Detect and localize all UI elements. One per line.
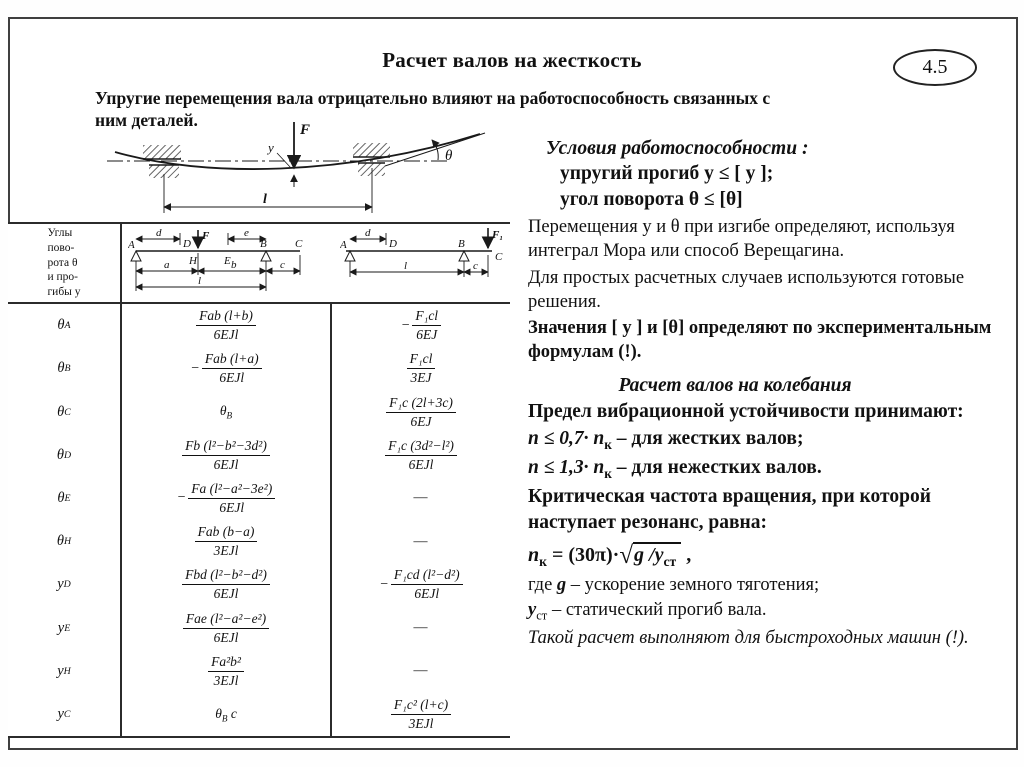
table-row <box>8 563 510 606</box>
span-label: l <box>263 192 267 207</box>
beam1-e: e <box>244 227 249 239</box>
beam1-l: l <box>198 275 202 287</box>
n2-sub: к <box>604 466 612 482</box>
formula-cell: $\frac{\text{F₁c² (l+c)}}{\text{3EJl}}$ <box>332 693 510 736</box>
row-label: y E <box>8 606 122 649</box>
row-label: θ C <box>8 390 122 433</box>
radicand-sub: ст <box>663 553 677 569</box>
final-note: Такой расчет выполняют для быстроходных машин (!). <box>528 627 969 648</box>
formula-eq: = (30π)· <box>546 543 620 566</box>
table-row <box>8 693 510 736</box>
formula-cell: $\frac{\text{Fa²b²}}{\text{3EJl}}$ <box>122 650 332 693</box>
beam2-c: c <box>473 260 478 272</box>
beam1-a: a <box>164 259 170 271</box>
paragraph-ready-solutions: Для простых расчетных случаев используются готовые решения. <box>528 268 965 313</box>
theta-label: θ <box>445 148 453 164</box>
table-row <box>8 650 510 693</box>
intro-paragraph: Упругие перемещения вала отрицательно влияют на работоспособность связанных с ним деталей. <box>95 88 771 130</box>
right-column <box>528 136 1012 650</box>
where-g-lead: где <box>528 574 557 595</box>
formula-cell: $\frac{\text{Fab (b−a)}}{\text{3EJl}}$ <box>122 520 332 563</box>
beam2-l: l <box>404 260 408 272</box>
where-yst-rest: – статический прогиб вала. <box>547 599 767 620</box>
formula-cell: − $\frac{\text{Fab (l+a)}}{\text{6EJl}}$ <box>122 347 332 390</box>
table-row <box>8 477 510 520</box>
beam2-C: C <box>495 251 503 263</box>
deflection-label: y <box>268 140 274 155</box>
formula-cell: $\frac{\text{Fbd (l²−b²−d²)}}{\text{6EJl}}$ <box>122 563 332 606</box>
beam1-F: F <box>202 230 210 242</box>
formula-tail: , <box>681 543 692 566</box>
where-g <box>528 573 1012 597</box>
n1-sub: к <box>604 436 612 452</box>
beam2-F1: F₁ <box>492 229 504 241</box>
formula-cell: — <box>413 490 429 506</box>
slide-number: 4.5 <box>922 56 948 78</box>
table-row <box>8 390 510 433</box>
beam2-d: d <box>365 227 371 239</box>
where-g-var: g <box>556 574 567 595</box>
beam1-C: C <box>295 238 303 250</box>
condition-angle: угол поворота θ ≤ [θ] <box>560 188 743 210</box>
beam1-d: d <box>156 227 162 239</box>
conditions-title: Условия работоспособности : <box>546 138 809 159</box>
sqrt-sign: √ <box>619 541 634 569</box>
beam1-E: E <box>224 255 231 267</box>
where-yst-sub: ст <box>536 608 548 623</box>
formula-cell: − $\frac{\text{F₁cl}}{6EJ}$ <box>332 304 510 347</box>
formula-cell: $\theta_B$ <box>122 390 332 433</box>
n2-lead: n ≤ 1,3· n <box>528 457 605 479</box>
table-row <box>8 347 510 390</box>
condition-deflection: упругий прогиб y ≤ [ y ]; <box>560 163 774 185</box>
beam2-D: D <box>389 238 397 250</box>
table-header-diagrams <box>122 224 510 302</box>
formula-cell: $\frac{\text{F₁c (3d²−l²)}}{\text{6EJl}}$ <box>332 434 510 477</box>
row-label: θ B <box>8 347 122 390</box>
rigid-shaft-condition <box>528 426 1012 453</box>
formula-n: n <box>528 543 540 566</box>
formula-cell: $\frac{\text{F₁cl}}{3EJ}$ <box>332 347 510 390</box>
row-label: θ D <box>8 434 122 477</box>
formula-cell: — <box>413 663 429 679</box>
beam-diagram-case1 <box>128 227 316 301</box>
formula-cell: − $\frac{\text{F₁cd (l²−d²)}}{\text{6EJl}}$ <box>332 563 510 606</box>
formula-cell: $\frac{\text{F₁c (2l+3c)}}{6EJ}$ <box>332 390 510 433</box>
formula-cell: $\frac{\text{Fab (l+b)}}{\text{6EJl}}$ <box>122 304 332 347</box>
slide-number-badge <box>893 49 977 86</box>
paragraph-experimental: Значения [ y ] и [θ] определяют по экспериментальным формулам (!). <box>528 318 992 363</box>
formula-cell: — <box>413 620 429 636</box>
table-row <box>8 606 510 649</box>
beam1-A: A <box>128 239 135 251</box>
row-label: y C <box>8 693 122 736</box>
beam-diagram-case2 <box>340 227 508 301</box>
beam1-D: D <box>183 238 191 250</box>
force-label: F <box>300 122 311 138</box>
formula-cell: $\theta_B$ c <box>122 693 332 736</box>
beam1-B: B <box>260 238 267 250</box>
shaft-deflection-diagram <box>95 116 525 224</box>
row-label: θ E <box>8 477 122 520</box>
nonrigid-shaft-condition <box>528 455 1012 482</box>
where-yst-var: y <box>528 599 537 620</box>
formula-table <box>8 222 510 738</box>
formula-cell: $\frac{\text{Fae (l²−a²−e²)}}{\text{6EJl}}$ <box>122 606 332 649</box>
formula-cell: $\frac{\text{Fb (l²−b²−3d²)}}{\text{6EJl}}$ <box>122 434 332 477</box>
n1-rest: – для жестких валов; <box>611 428 804 449</box>
where-g-rest: – ускорение земного тяготения; <box>566 574 820 595</box>
formula-n-sub: к <box>539 553 547 569</box>
paragraph-mohr: Перемещения y и θ при изгибе определяют, используя интеграл Мора или способ Верещагина. <box>528 217 955 262</box>
beam2-B: B <box>458 238 465 250</box>
radicand-text: g /y <box>634 543 664 566</box>
critical-speed-formula <box>528 538 1012 571</box>
radicand <box>633 542 681 569</box>
critical-speed-text: Критическая частота вращения, при которой наступает резонанс, равна: <box>528 486 931 533</box>
n2-rest: – для нежестких валов. <box>611 457 822 479</box>
n1-lead: n ≤ 0,7· n <box>528 428 605 449</box>
row-label: y H <box>8 650 122 693</box>
formula-table-body <box>8 304 510 736</box>
formula-cell: — <box>413 533 429 549</box>
table-row <box>8 520 510 563</box>
formula-cell: − $\frac{\text{Fa (l²−a²−3e²)}}{\text{6EJl}}$ <box>122 477 332 520</box>
beam1-H: H <box>189 255 197 267</box>
beam1-c: c <box>280 259 285 271</box>
table-header-label: Углы пово- рота θ и про- гибы y <box>8 224 122 302</box>
row-label: θ A <box>8 304 122 347</box>
page-title: Расчет валов на жесткость <box>382 48 642 72</box>
where-yst <box>528 598 1012 624</box>
row-label: y D <box>8 563 122 606</box>
vibration-title: Расчет валов на колебания <box>618 375 852 397</box>
table-row <box>8 434 510 477</box>
row-label: θ H <box>8 520 122 563</box>
beam1-b: b <box>231 259 237 271</box>
beam2-A: A <box>340 239 347 251</box>
table-row <box>8 304 510 347</box>
vibration-intro: Предел вибрационной устойчивости принимают: <box>528 400 964 422</box>
formula-table-header <box>8 224 510 304</box>
